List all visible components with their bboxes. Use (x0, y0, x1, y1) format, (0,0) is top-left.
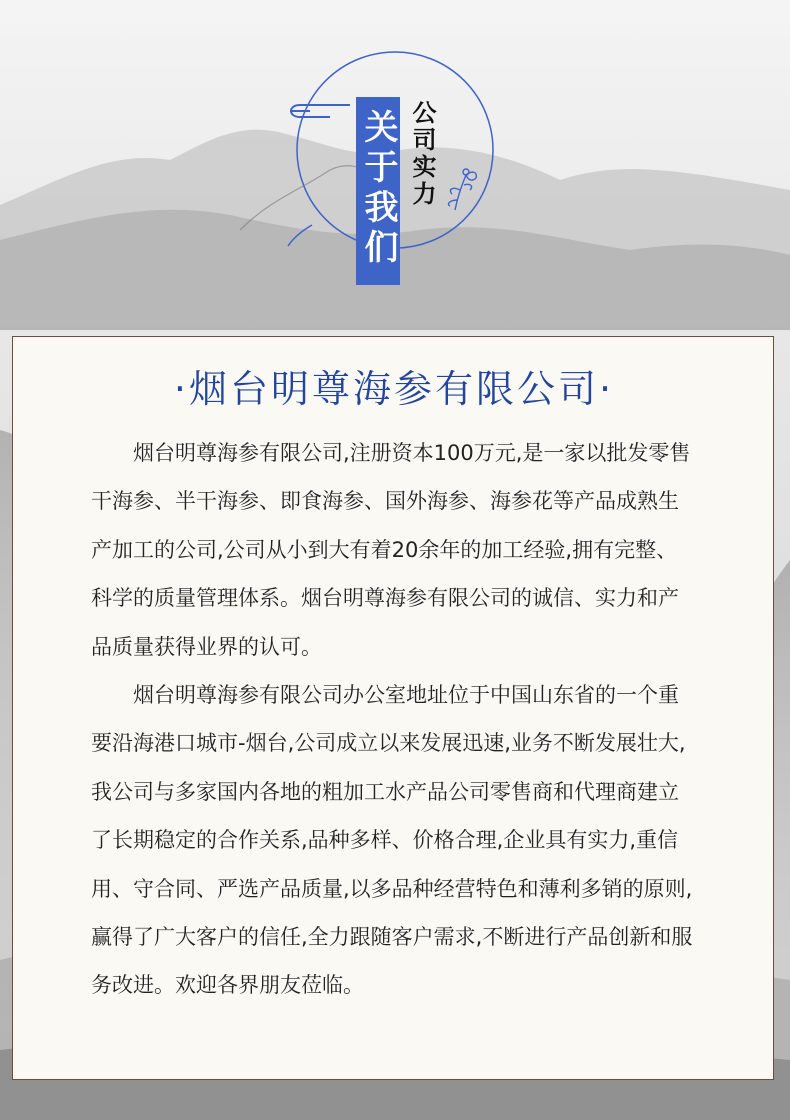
hero-header (0, 0, 790, 330)
about-us-label: 关于我们 (358, 109, 398, 269)
company-intro-panel (12, 336, 774, 1080)
intro-paragraph-1: 烟台明尊海参有限公司,注册资本100万元,是一家以批发零售干海参、半干海参、即食海参、国外海参、海参花等产品成熟生产加工的公司,公司从小到大有着20余年的加工经验,拥有完整、科学的质量管理体系。烟台明尊海参有限公司的诚信、实力和产品质量获得业界的认可。 (91, 441, 691, 659)
circle-tail (288, 225, 312, 246)
company-intro-text (91, 429, 695, 1010)
flower-icon (448, 169, 476, 210)
intro-paragraph-2: 烟台明尊海参有限公司办公室地址位于中国山东省的一个重要沿海港口城市-烟台,公司成立以来发展迅速,业务不断发展壮大,我公司与多家国内各地的粗加工水产品公司零售商和代理商建立了长期稳定的合作关系,品种多样、价格合理,企业具有实力,重信用、守合同、严选产品质量,以多品种经营特色和薄利多销的原则,赢得了广大客户的信任,全力跟随客户需求,不断进行产品创新和服务改进。欢迎各界朋友莅临。 (91, 683, 693, 998)
company-strength-label: 公司实力 (408, 100, 437, 208)
about-us-tag (356, 97, 400, 285)
cloud-swirl-icon (290, 105, 350, 117)
company-title: ·烟台明尊海参有限公司· (173, 367, 615, 411)
